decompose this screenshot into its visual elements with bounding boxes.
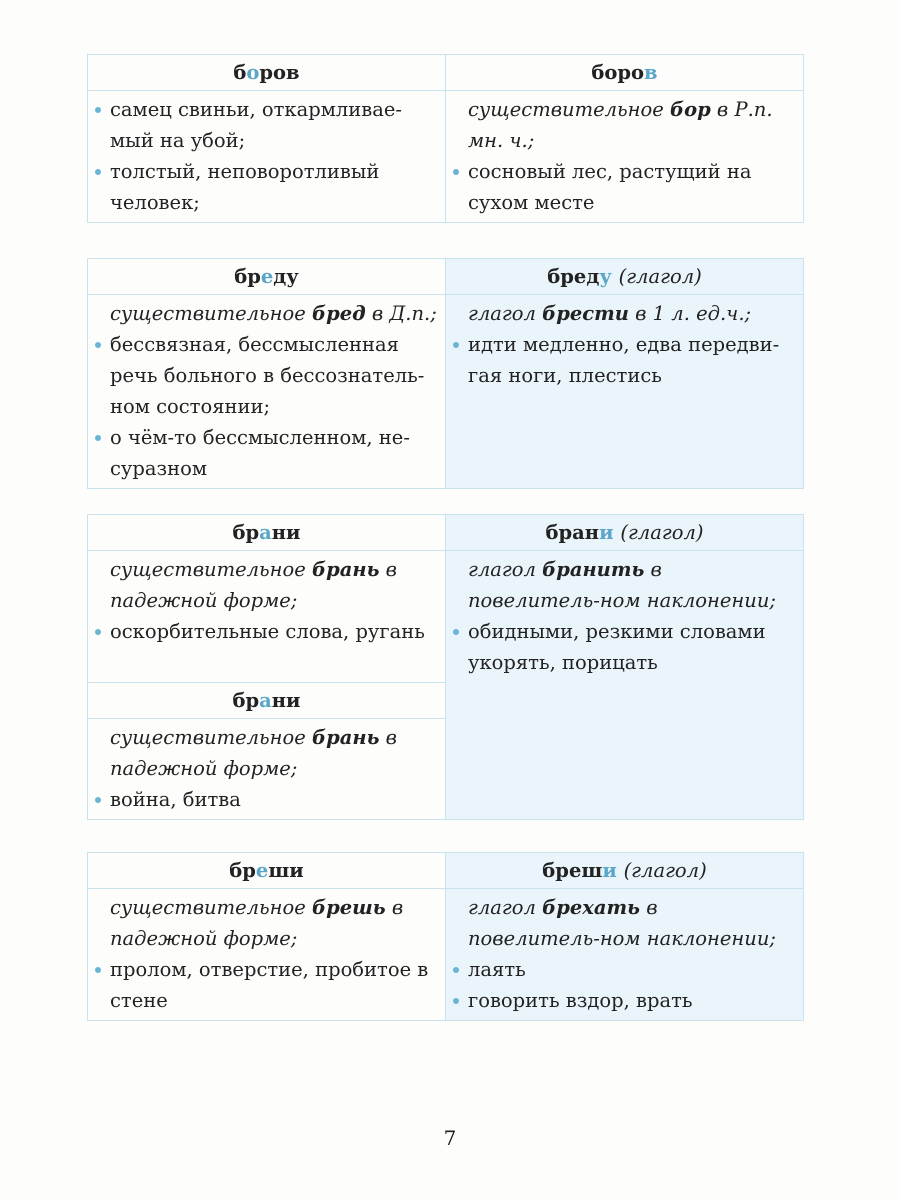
grammar-note: существительное бред в Д.п.; [110, 302, 437, 325]
page-number: 7 [443, 1126, 457, 1150]
meaning-left [88, 551, 446, 683]
meaning-left [88, 91, 446, 223]
headword-left: брани [88, 515, 446, 551]
entry-bredu [87, 258, 804, 489]
grammar-note: существительное брань в падежной форме; [110, 726, 397, 780]
grammar-note: существительное брешь в падежной форме; [110, 896, 404, 950]
meaning-right [446, 295, 804, 489]
grammar-note: существительное брань в падежной форме; [110, 558, 397, 612]
grammar-note: глагол бранить в повелитель-ном наклонении; [468, 558, 776, 612]
bullet-item: идти медленно, едва передви-гая ноги, плестись [468, 329, 795, 391]
headword-left: бреши [88, 853, 446, 889]
bullet-item: оскорбительные слова, ругань [110, 616, 437, 647]
grammar-note: глагол брехать в повелитель-ном наклонении; [468, 896, 776, 950]
entry-borov [87, 54, 804, 223]
bullet-item: лаять [468, 954, 795, 985]
meaning-right [446, 551, 804, 820]
bullet-item: о чём-то бессмысленном, не-суразном [110, 422, 437, 484]
grammar-note: глагол брести в 1 л. ед.ч.; [468, 302, 752, 325]
meaning-left [88, 295, 446, 489]
headword-right: боров [446, 55, 804, 91]
headword-right: бреши (глагол) [446, 853, 804, 889]
grammar-note: существительное бор в Р.п. мн. ч.; [468, 98, 773, 152]
meaning-left-2 [88, 719, 446, 820]
headword-right: брани (глагол) [446, 515, 804, 551]
bullet-item: бессвязная, бессмысленная речь больного в бессознатель-ном состоянии; [110, 329, 437, 422]
meaning-right [446, 889, 804, 1021]
headword-left: бреду [88, 259, 446, 295]
bullet-item: самец свиньи, откармливае-мый на убой; [110, 94, 437, 156]
headword-left: боров [88, 55, 446, 91]
entry-breshi [87, 852, 804, 1021]
meaning-right [446, 91, 804, 223]
bullet-item: обидными, резкими словами укорять, порицать [468, 616, 795, 678]
headword-right: бреду (глагол) [446, 259, 804, 295]
bullet-item: пролом, отверстие, пробитое в стене [110, 954, 437, 1016]
bullet-item: сосновый лес, растущий на сухом месте [468, 156, 795, 218]
bullet-item: говорить вздор, врать [468, 985, 795, 1016]
entry-brani [87, 514, 804, 820]
headword-left-2: брани [88, 683, 446, 719]
bullet-item: толстый, неповоротливый человек; [110, 156, 437, 218]
bullet-item: война, битва [110, 784, 437, 815]
meaning-left [88, 889, 446, 1021]
